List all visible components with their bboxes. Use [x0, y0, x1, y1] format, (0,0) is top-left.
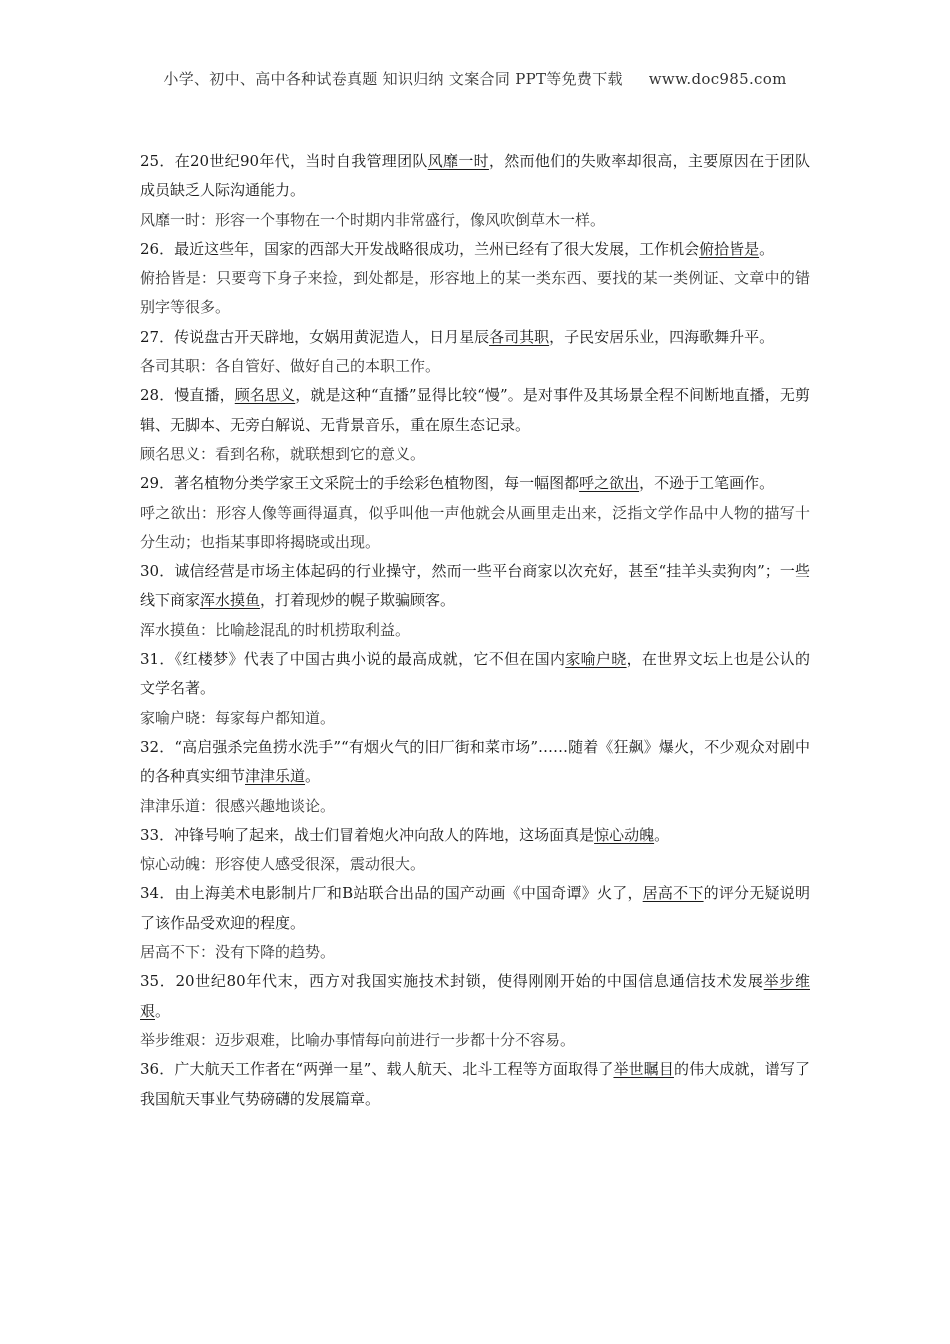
definition-35: 举步维艰：迈步艰难，比喻办事情每向前进行一步都十分不容易。 — [140, 1030, 576, 1049]
header-slogan: 小学、初中、高中各种试卷真题 知识归纳 文案合同 PPT等免费下载 — [163, 70, 623, 88]
document-body — [140, 147, 810, 1114]
idiom-keyword: 家喻户晓 — [565, 650, 627, 669]
idiom-keyword: 居高不下 — [642, 884, 704, 903]
idiom-keyword: 浑水摸鱼 — [200, 591, 261, 610]
idiom-keyword: 俯拾皆是 — [699, 239, 760, 258]
idiom-keyword: 各司其职 — [489, 327, 550, 346]
question-32: 32．“高启强杀完鱼捞水洗手”“有烟火气的旧厂街和菜市场”……随着《狂飙》爆火，不少观众对剧中的各种真实细节津津乐道。 — [140, 737, 810, 786]
definition-32: 津津乐道：很感兴趣地谈论。 — [140, 796, 336, 815]
question-27: 27．传说盘古开天辟地，女娲用黄泥造人，日月星辰各司其职，子民安居乐业，四海歌舞升平。 — [140, 327, 775, 346]
idiom-keyword: 津津乐道 — [245, 767, 306, 786]
definition-25: 风靡一时：形容一个事物在一个时期内非常盛行，像风吹倒草木一样。 — [140, 210, 606, 229]
header-site-link[interactable]: www.doc985.com — [648, 70, 787, 88]
definition-33: 惊心动魄：形容使人感受很深，震动很大。 — [140, 855, 426, 874]
definition-26: 俯拾皆是：只要弯下身子来捡，到处都是，形容地上的某一类东西、要找的某一类例证、文章中的错别字等很多。 — [140, 269, 810, 317]
question-26: 26．最近这些年，国家的西部大开发战略很成功，兰州已经有了很大发展，工作机会俯拾皆是。 — [140, 239, 775, 258]
definition-30: 浑水摸鱼：比喻趁混乱的时机捞取利益。 — [140, 620, 411, 639]
question-33: 33．冲锋号响了起来，战士们冒着炮火冲向敌人的阵地，这场面真是惊心动魄。 — [140, 825, 670, 844]
idiom-keyword: 顾名思义 — [234, 386, 296, 405]
question-36: 36．广大航天工作者在“两弹一星”、载人航天、北斗工程等方面取得了举世瞩目的伟大成就，谱写了我国航天事业气势磅礴的发展篇章。 — [140, 1060, 810, 1108]
question-25: 25．在20世纪90年代，当时自我管理团队风靡一时，然而他们的失败率却很高，主要原因在于团队成员缺乏人际沟通能力。 — [140, 152, 810, 200]
idiom-keyword: 呼之欲出 — [579, 474, 640, 493]
question-35: 35．20世纪80年代末，西方对我国实施技术封锁，使得刚刚开始的中国信息通信技术发展举步维艰。 — [140, 972, 810, 1020]
idiom-keyword: 举步维艰 — [140, 972, 810, 1020]
question-34: 34．由上海美术电影制片厂和B站联合出品的国产动画《中国奇谭》火了，居高不下的评分无疑说明了该作品受欢迎的程度。 — [140, 884, 810, 932]
page-header — [0, 68, 950, 89]
question-28: 28．慢直播，顾名思义，就是这种“直播”显得比较“慢”。是对事件及其场景全程不间断地直播，无剪辑、无脚本、无旁白解说、无背景音乐，重在原生态记录。 — [140, 386, 810, 434]
definition-29: 呼之欲出：形容人像等画得逼真，似乎叫他一声他就会从画里走出来，泛指文学作品中人物的描写十分生动；也指某事即将揭晓或出现。 — [140, 503, 810, 551]
question-29: 29．著名植物分类学家王文采院士的手绘彩色植物图，每一幅图都呼之欲出，不逊于工笔画作。 — [140, 474, 775, 493]
question-31: 31．《红楼梦》代表了中国古典小说的最高成就，它不但在国内家喻户晓，在世界文坛上也是公认的文学名著。 — [140, 650, 810, 698]
idiom-keyword: 惊心动魄 — [594, 825, 655, 844]
definition-31: 家喻户晓：每家每户都知道。 — [140, 708, 336, 727]
definition-27: 各司其职：各自管好、做好自己的本职工作。 — [140, 357, 441, 376]
definition-34: 居高不下：没有下降的趋势。 — [140, 943, 336, 962]
definition-28: 顾名思义：看到名称，就联想到它的意义。 — [140, 444, 426, 463]
question-30: 30．诚信经营是市场主体起码的行业操守，然而一些平台商家以次充好，甚至“挂羊头卖狗肉”；一些线下商家浑水摸鱼，打着现炒的幌子欺骗顾客。 — [140, 562, 810, 610]
idiom-keyword: 风靡一时 — [427, 152, 489, 170]
idiom-keyword: 举世瞩目 — [613, 1060, 674, 1079]
